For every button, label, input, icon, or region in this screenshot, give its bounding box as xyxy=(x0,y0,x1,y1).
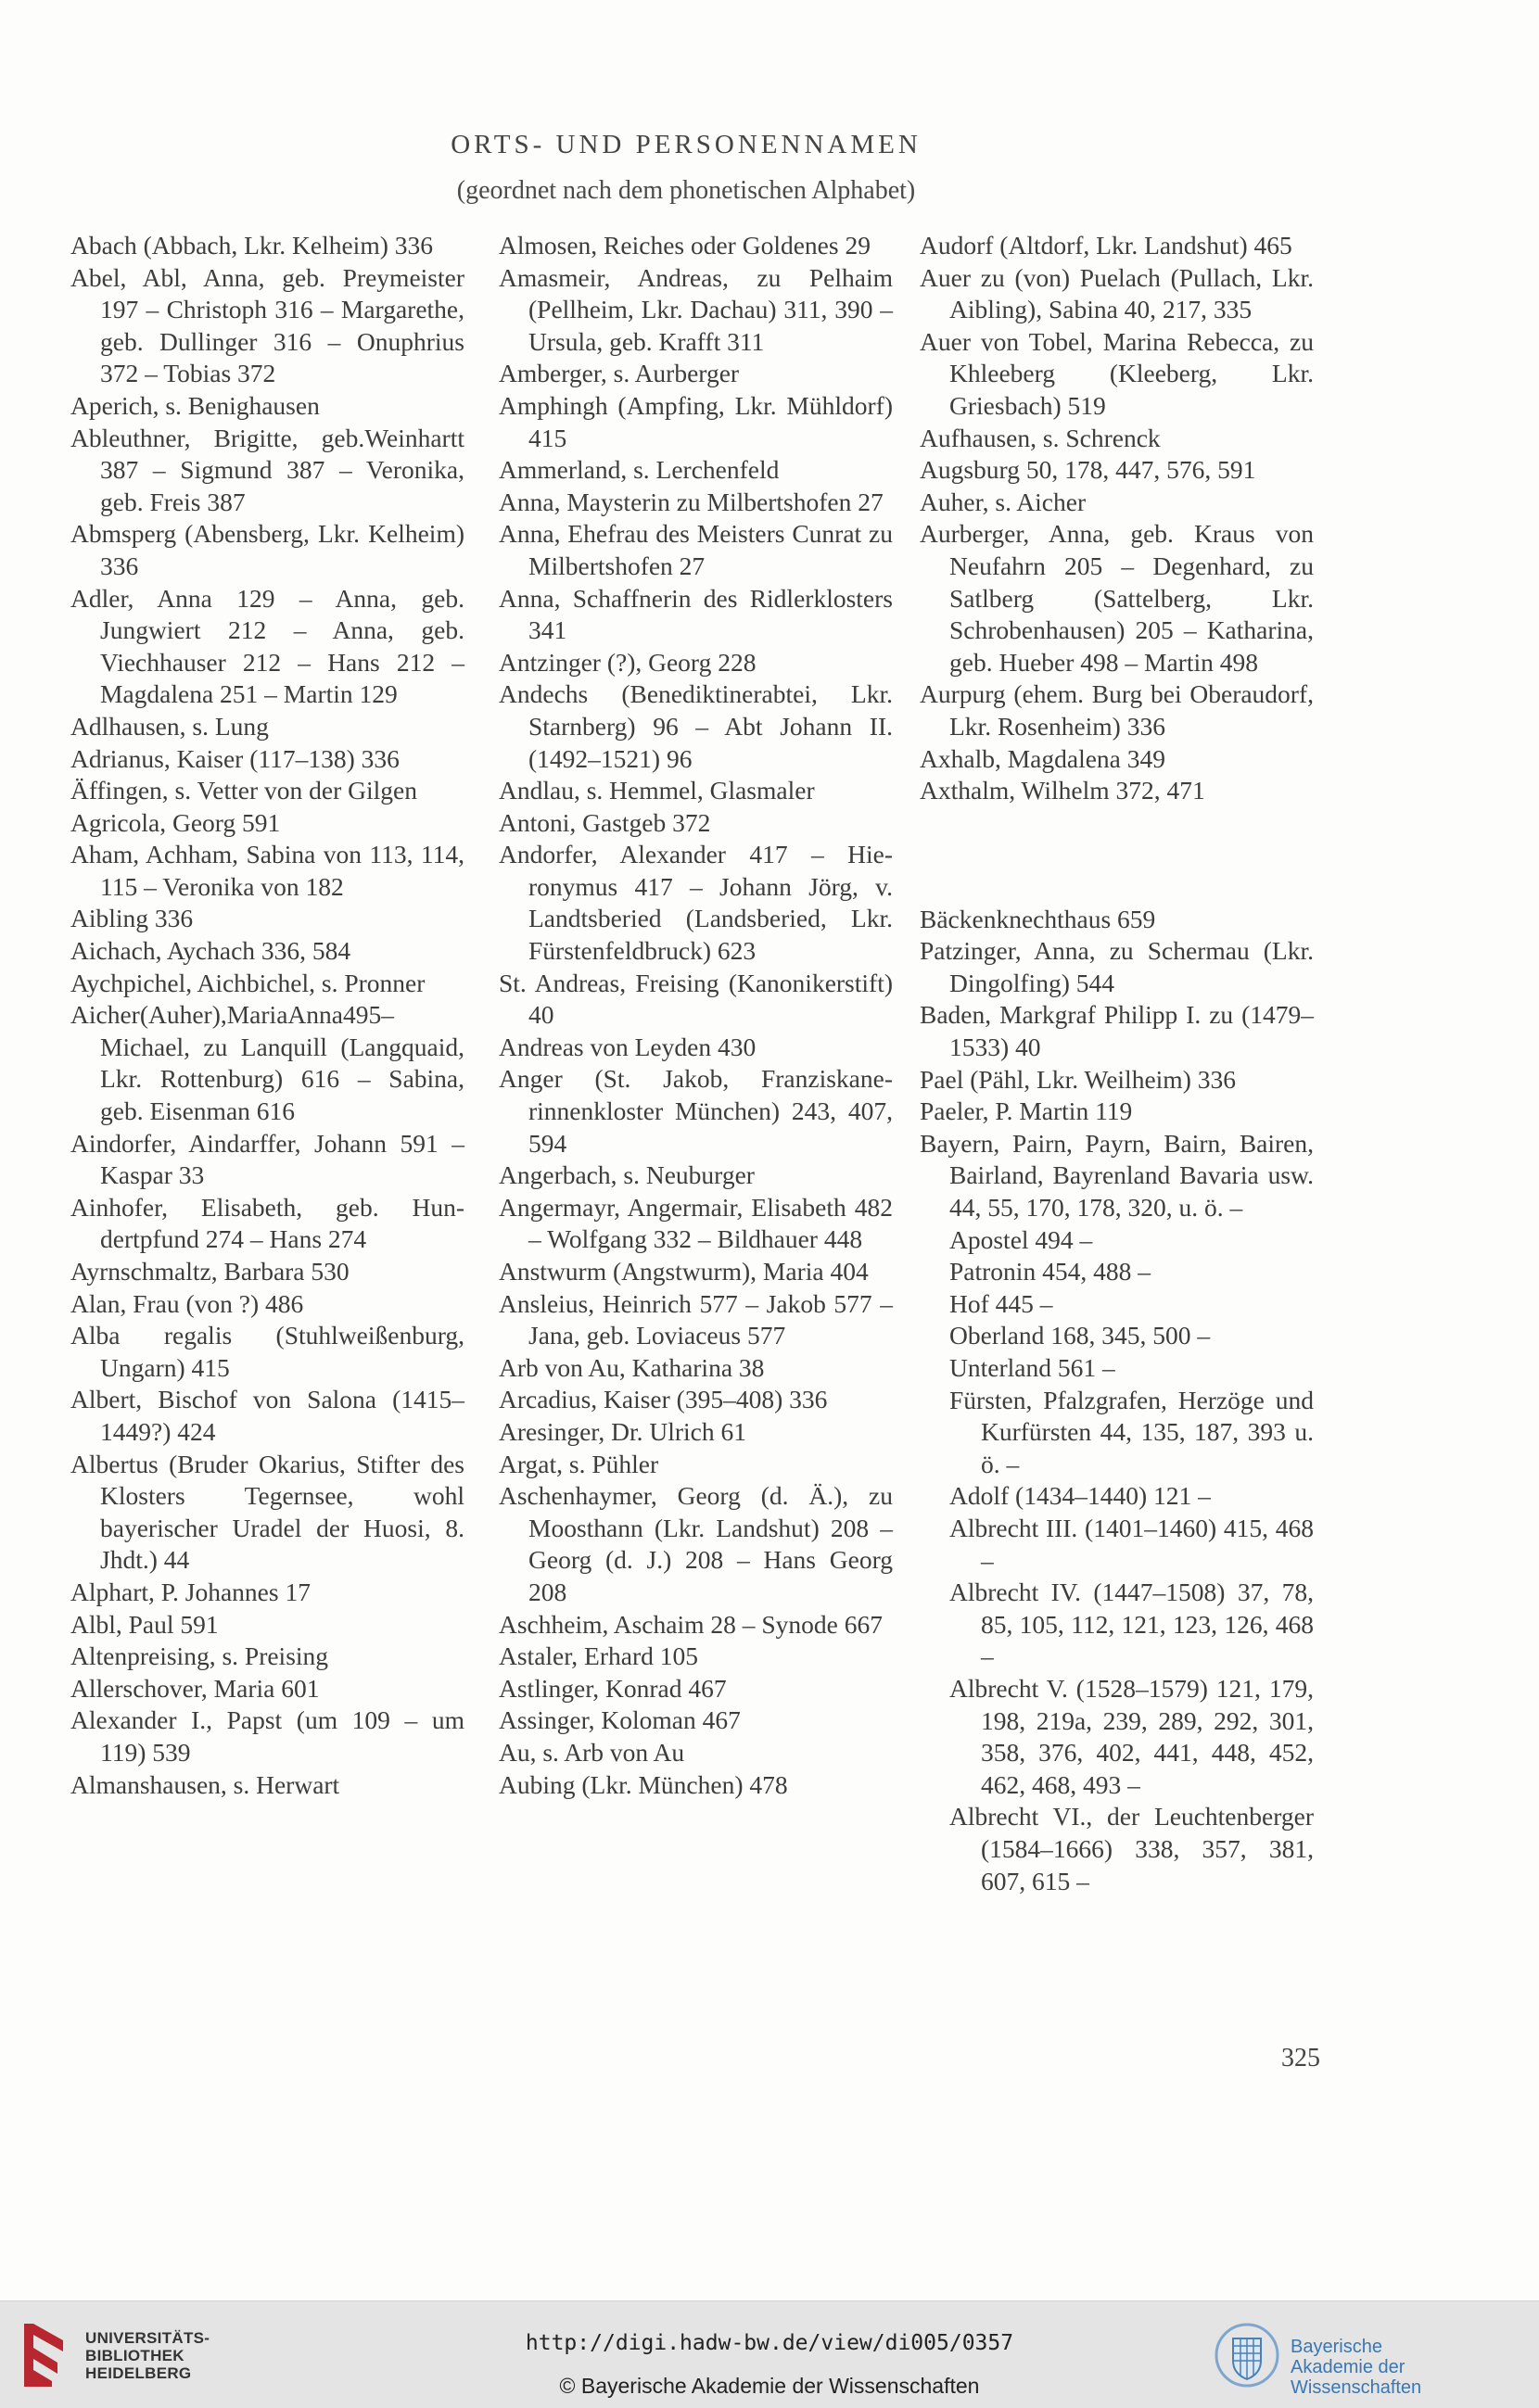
index-entry: Aham, Achham, Sabina von 113, 114, 115 – Veronika von 182 xyxy=(70,840,464,901)
index-entry: Au, s. Arb von Au xyxy=(499,1737,685,1767)
index-entry: Arcadius, Kaiser (395–408) 336 xyxy=(499,1385,828,1414)
index-entry: Anna, Maysterin zu Milbertshofen 27 xyxy=(499,487,884,516)
index-subentry: Adolf (1434–1440) 121 – xyxy=(949,1481,1211,1511)
index-entry: Bayern, Pairn, Payrn, Bairn, Bairen, Bairland, Bayrenland Bavaria usw. 44, 55, 170, 178, 320, u. ö. – xyxy=(920,1128,1314,1223)
index-entry: Albl, Paul 591 xyxy=(70,1609,219,1639)
index-entry: Aschenhaymer, Georg (d. Ä.), zu Moosthann (Lkr. Landshut) 208 – Georg (d. J.) 208 – Hans Georg 208 xyxy=(499,1481,893,1606)
index-entry: Auer zu (von) Puelach (Pullach, Lkr. Aibling), Sabina 40, 217, 335 xyxy=(920,262,1314,324)
index-entry: Aurberger, Anna, geb. Kraus von Neufahrn 205 – Degenhard, zu Satlberg (Sattelberg, Lkr. Schrobenhausen) 205 – Katharina, geb. Hueber 498 – Martin 498 xyxy=(920,519,1314,677)
index-entry: Altenpreising, s. Preising xyxy=(70,1641,329,1671)
index-entry: Aschheim, Aschaim 28 – Synode 667 xyxy=(499,1609,883,1639)
index-entry: Aicher(Auher),MariaAnna495– Michael, zu Lanquill (Langquaid, Lkr. Rottenburg) 616 – Sabina, geb. Eisenman 616 xyxy=(70,1000,464,1126)
index-entry: Abel, Abl, Anna, geb. Preymeister 197 – Christoph 316 – Margarethe, geb. Dullinger 316 – Onuphrius 372 – Tobias 372 xyxy=(70,262,464,388)
index-subentry: Unterland 561 – xyxy=(949,1353,1115,1382)
index-entry: Anna, Schaffnerin des Ridlerklosters 341 xyxy=(499,583,893,645)
index-entry: Bäckenknechthaus 659 xyxy=(920,904,1156,933)
index-entry: Astaler, Erhard 105 xyxy=(499,1641,699,1671)
index-column-2 xyxy=(499,230,893,1801)
index-entry: Alexander I., Papst (um 109 – um 119) 539 xyxy=(70,1705,464,1767)
index-entry: Ansleius, Heinrich 577 – Jakob 577 – Jana, geb. Loviaceus 577 xyxy=(499,1288,893,1350)
index-entry: Arb von Au, Katharina 38 xyxy=(499,1352,765,1382)
index-entry: Ammerland, s. Lerchenfeld xyxy=(499,455,780,485)
index-entry: Andlau, s. Hemmel, Glasmaler xyxy=(499,776,815,805)
index-entry: Amphingh (Ampfing, Lkr. Mühldorf) 415 xyxy=(499,390,893,452)
index-entry: Almosen, Reiches oder Goldenes 29 xyxy=(499,231,871,260)
academy-line-2: Akademie der Wissenschaften xyxy=(1291,2357,1422,2398)
index-entry: Paeler, P. Martin 119 xyxy=(920,1096,1133,1126)
academy-line-1: Bayerische xyxy=(1291,2337,1382,2357)
index-entry: Argat, s. Pühler xyxy=(499,1449,659,1478)
index-column-3 xyxy=(920,230,1314,1897)
index-entry: Allerschover, Maria 601 xyxy=(70,1673,320,1703)
index-entry: Angermayr, Angermair, Elisabeth 482 – Wolfgang 332 – Bildhauer 448 xyxy=(499,1192,893,1254)
library-line-1: UNIVERSITÄTS- xyxy=(85,2329,210,2347)
index-entry: Albert, Bischof von Salona (1415–1449?) 424 xyxy=(70,1385,464,1446)
index-entry: Amberger, s. Aurberger xyxy=(499,359,740,388)
index-entry: Baden, Markgraf Philipp I. zu (1479–1533) 40 xyxy=(920,1000,1314,1062)
index-subentry: Albrecht VI., der Leuchtenberger (1584–1666) 338, 357, 381, 607, 615 – xyxy=(949,1802,1314,1895)
index-entry: Patzinger, Anna, zu Schermau (Lkr. Dingolfing) 544 xyxy=(920,936,1314,997)
index-entry: Anger (St. Jakob, Franziskanerinnenkloster München) 243, 407, 594 xyxy=(499,1064,893,1158)
index-subentry: Oberland 168, 345, 500 – xyxy=(949,1321,1211,1350)
index-subentry: Hof 445 – xyxy=(949,1288,1053,1318)
index-entry: Adrianus, Kaiser (117–138) 336 xyxy=(70,743,400,773)
index-entry: Auer von Tobel, Marina Rebecca, zu Khleeberg (Kleeberg, Lkr. Griesbach) 519 xyxy=(920,326,1314,420)
index-subentry: Albrecht III. (1401–1460) 415, 468 – xyxy=(949,1513,1314,1575)
index-subentry: Albrecht IV. (1447–1508) 37, 78, 85, 105, 112, 121, 123, 126, 468 – xyxy=(949,1578,1314,1671)
index-entry: Anna, Ehefrau des Meisters Cunrat zu Milbertshofen 27 xyxy=(499,519,893,580)
letter-section-gap xyxy=(920,807,1314,904)
index-entry: Audorf (Altdorf, Lkr. Landshut) 465 xyxy=(920,231,1292,260)
index-entry: Pael (Pähl, Lkr. Weilheim) 336 xyxy=(920,1064,1236,1094)
library-line-2: BIBLIOTHEK xyxy=(85,2347,184,2364)
index-entry: Aresinger, Dr. Ulrich 61 xyxy=(499,1416,746,1446)
index-entry: Almanshausen, s. Herwart xyxy=(70,1769,340,1799)
index-entry: Abach (Abbach, Lkr. Kelheim) 336 xyxy=(70,231,433,260)
index-entry: Alan, Frau (von ?) 486 xyxy=(70,1288,304,1318)
index-entry: Anstwurm (Angstwurm), Maria 404 xyxy=(499,1257,869,1286)
page-heading: ORTS- UND PERSONENNAMEN xyxy=(451,130,922,159)
index-entry: Aperich, s. Benighausen xyxy=(70,390,320,420)
library-line-3: HEIDELBERG xyxy=(85,2364,192,2382)
index-subentry: Patronin 454, 488 – xyxy=(949,1257,1151,1286)
index-entry: Antoni, Gastgeb 372 xyxy=(499,807,711,837)
index-entry: Aurpurg (ehem. Burg bei Oberaudorf, Lkr. Rosenheim) 336 xyxy=(920,679,1314,741)
index-entry: Agricola, Georg 591 xyxy=(70,807,281,837)
index-entry: Ayrnschmaltz, Barbara 530 xyxy=(70,1257,350,1286)
academy-crest-icon[interactable] xyxy=(1213,2318,1281,2392)
index-entry: Alba regalis (Stuhlweißenburg, Ungarn) 415 xyxy=(70,1321,464,1382)
index-entry: Astlinger, Konrad 467 xyxy=(499,1673,727,1703)
index-entry: Aichach, Aychach 336, 584 xyxy=(70,936,351,966)
index-entry: Auher, s. Aicher xyxy=(920,487,1087,516)
index-entry: Andechs (Benediktinerabtei, Lkr. Starnberg) 96 – Abt Johann II. (1492–1521) 96 xyxy=(499,679,893,773)
index-subentry: Fürsten, Pfalzgrafen, Herzöge und Kurfürsten 44, 135, 187, 393 u. ö. – xyxy=(949,1385,1314,1478)
index-subentry: Apostel 494 – xyxy=(949,1224,1093,1254)
academy-name[interactable] xyxy=(1291,2337,1539,2398)
index-column-1 xyxy=(70,230,464,1801)
index-entry: Axthalm, Wilhelm 372, 471 xyxy=(920,776,1205,805)
index-subentry: Albrecht V. (1528–1579) 121, 179, 198, 219a, 239, 289, 292, 301, 358, 376, 402, 441, 448, 452, 462, 468, 493 – xyxy=(949,1673,1314,1799)
copyright-text: © Bayerische Akademie der Wissenschaften xyxy=(559,2374,980,2398)
index-entry: Albertus (Bruder Okarius, Stifter des Klosters Tegernsee, wohl bayerischer Uradel der Huosi, 8. Jhdt.) 44 xyxy=(70,1449,464,1575)
index-entry: Assinger, Koloman 467 xyxy=(499,1705,741,1735)
index-entry: St. Andreas, Freising (Kanonikerstift) 40 xyxy=(499,968,893,1030)
index-entry: Adlhausen, s. Lung xyxy=(70,711,269,741)
index-entry: Antzinger (?), Georg 228 xyxy=(499,647,757,677)
index-entry: Aibling 336 xyxy=(70,904,194,933)
page-subheading: (geordnet nach dem phonetischen Alphabet) xyxy=(456,176,916,205)
index-entry: Augsburg 50, 178, 447, 576, 591 xyxy=(920,455,1256,485)
index-entry: Axhalb, Magdalena 349 xyxy=(920,743,1165,773)
index-entry: Äffingen, s. Vetter von der Gilgen xyxy=(70,776,417,805)
index-entry: Alphart, P. Johannes 17 xyxy=(70,1577,311,1606)
footer-bar xyxy=(0,2300,1539,2408)
page-number: 325 xyxy=(1281,2044,1320,2072)
permalink-url[interactable]: http://digi.hadw-bw.de/view/di005/0357 xyxy=(525,2331,1014,2355)
index-entry: Aubing (Lkr. München) 478 xyxy=(499,1769,788,1799)
index-entry: Ainhofer, Elisabeth, geb. Hundertpfund 274 – Hans 274 xyxy=(70,1192,464,1254)
index-entry: Amasmeir, Andreas, zu Pelhaim (Pellheim, Lkr. Dachau) 311, 390 – Ursula, geb. Krafft 311 xyxy=(499,262,893,356)
index-entry: Angerbach, s. Neuburger xyxy=(499,1160,755,1190)
index-entry: Adler, Anna 129 – Anna, geb. Jungwiert 212 – Anna, geb. Viechhauser 212 – Hans 212 – Magdalena 251 – Martin 129 xyxy=(70,583,464,709)
index-entry: Abmsperg (Abensberg, Lkr. Kelheim) 336 xyxy=(70,519,464,580)
index-entry: Aindorfer, Aindarffer, Johann 591 – Kaspar 33 xyxy=(70,1128,464,1190)
index-entry: Aychpichel, Aichbichel, s. Pronner xyxy=(70,968,426,997)
index-entry: Andorfer, Alexander 417 – Hieronymus 417 – Johann Jörg, v. Landtsberied (Landsberied, Lkr. Fürstenfeldbruck) 623 xyxy=(499,840,893,966)
index-entry: Ableuthner, Brigitte, geb.Weinhartt 387 – Sigmund 387 – Veronika, geb. Freis 387 xyxy=(70,423,464,516)
index-entry: Aufhausen, s. Schrenck xyxy=(920,423,1161,452)
index-entry: Andreas von Leyden 430 xyxy=(499,1032,757,1061)
